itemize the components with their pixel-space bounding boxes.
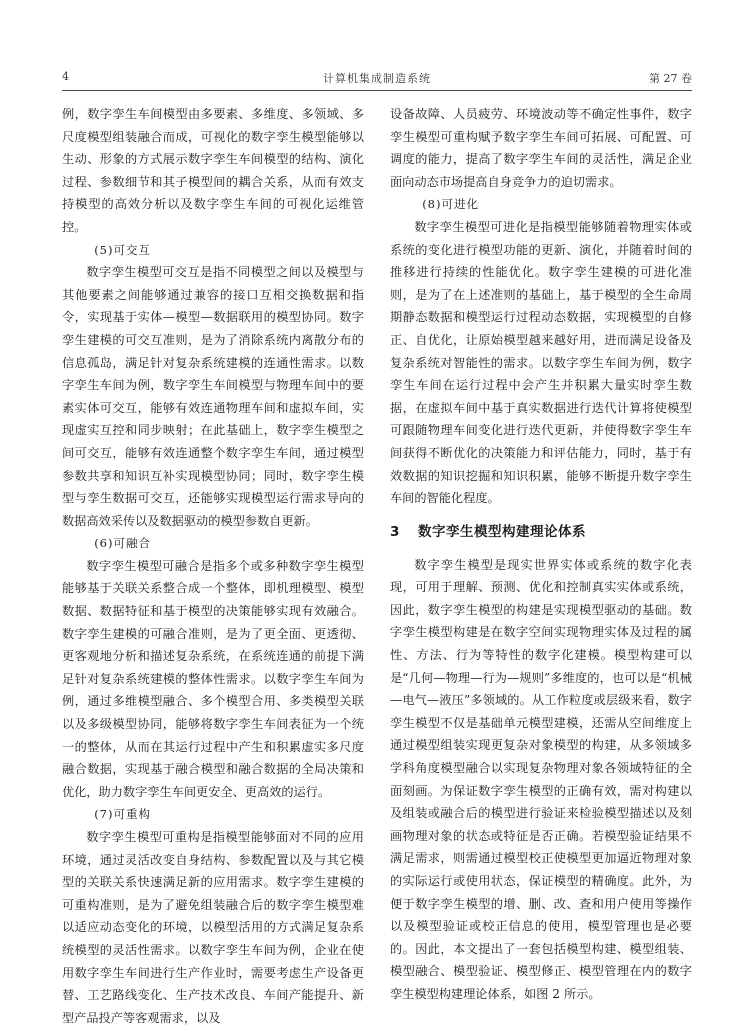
subheading-evolvable: (8)可进化	[422, 197, 479, 212]
section-heading	[390, 518, 692, 546]
section-title: 数字孪生模型构建理论体系	[418, 523, 586, 540]
paragraph: 数字孪生模型可融合是指多个或多种数字孪生模型能够基于关联关系整合成一个整体，即机理模型、模型数据、数据特征和基于模型的决策能够实现有效融合。数字孪生建模的可融合准则，是为了更全面、更透彻、更客观地分析和描述复杂系统，在系统连通的前提下满足针对复杂系统建模的整体性需求。以数字孪生车间为例，通过多维模型融合、多个模型合用、多类模型关联以及多级模型协同，能够将数字孪生车间表征为一个统一的整体，从而在其运行过程中产生和积累虚实多尺度融合数据，实现基于融合模型和融合数据的全局决策和优化，助力数字孪生车间更安全、更高效的运行。	[62, 558, 364, 799]
header-rule	[62, 90, 692, 91]
left-column	[62, 103, 364, 1029]
subheading-reconfigurable: (7)可重构	[94, 807, 151, 822]
paragraph: 数字孪生模型是现实世界实体或系统的数字化表现，可用于理解、预测、优化和控制真实实体或系统，因此，数字孪生模型的构建是实现模型驱动的基础。数字孪生模型构建是在数字空间实现物理实体及过程的属性、方法、行为等特性的数字化建模。模型构建可以是“几何—物理—行为—规则”多维度的，也可以是“机械—电气—液压”多领域的。从工作粒度或层级来看，数字孪生模型不仅是基础单元模型建模，还需从空间维度上通过模型组装实现更复杂对象模型的构建，从多领域多学科角度模型融合以实现复杂物理对象各领域特征的全面刻画。为保证数字孪生模型的正确有效，需对构建以及组装或融合后的模型进行验证来检验模型描述以及刻画物理对象的状态或特征是否正确。若模型验证结果不满足需求，则需通过模型校正使模型更加逼近物理对象的实际运行或使用状态，保证模型的精确度。此外，为便于数字孪生模型的增、删、改、查和用户使用等操作以及模型验证或校正信息的使用，模型管理也是必要的。因此，本文提出了一套包括模型构建、模型组装、模型融合、模型验证、模型修正、模型管理在内的数字孪生模型构建理论体系，如图 2 所示。	[390, 557, 692, 1001]
subheading-fusible: (6)可融合	[94, 536, 151, 551]
section-number: 3	[390, 523, 400, 540]
running-header	[62, 70, 692, 90]
paragraph: 数字孪生模型可交互是指不同模型之间以及模型与其他要素之间能够通过兼容的接口互相交换数据和指令，实现基于实体—模型—数据联用的模型协同。数字孪生建模的可交互准则，是为了消除系统内离散分布的信息孤岛，满足针对复杂系统建模的连通性需求。以数字孪生车间为例，数字孪生车间模型与物理车间中的要素实体可交互，能够有效连通物理车间和虚拟车间，实现虚实互控和同步映射；在此基础上，数字孪生模型之间可交互，能够有效连通整个数字孪生车间，通过模型参数共享和知识互补实现模型协同；同时，数字孪生模型与孪生数据可交互，还能够实现模型运行需求导向的数据高效采传以及数据驱动的模型参数自更新。	[62, 265, 364, 528]
subheading-interactive: (5)可交互	[94, 242, 151, 257]
paragraph: 例，数字孪生车间模型由多要素、多维度、多领域、多尺度模型组装融合而成，可视化的数字孪生模型能够以生动、形象的方式展示数字孪生车间模型的结构、演化过程、参数细节和其子模型间的耦合关系，从而有效支持模型的高效分析以及数字孪生车间的可视化运维管控。	[62, 107, 364, 234]
paragraph: 数字孪生模型可重构是指模型能够面对不同的应用环境，通过灵活改变自身结构、参数配置以及与其它模型的关联关系快速满足新的应用需求。数字孪生建模的可重构准则，是为了避免组装融合后的数字孪生模型难以适应动态变化的环境，以模型活用的方式满足复杂系统模型的灵活性需求。以数字孪生车间为例，企业在使用数字孪生车间进行生产作业时，需要考虑生产设备更替、工艺路线变化、生产技术改良、车间产能提升、新型产品投产等客观需求，以及	[62, 830, 364, 1025]
volume-label: 第 27 卷	[649, 72, 692, 85]
paragraph: 数字孪生模型可进化是指模型能够随着物理实体或系统的变化进行模型功能的更新、演化，并随着时间的推移进行持续的性能优化。数字孪生建模的可进化准则，是为了在上述准则的基础上，基于模型的全生命周期静态数据和模型运行过程动态数据，实现模型的自修正、自优化，让原始模型越来越好用，进而满足设备及复杂系统对智能性的需求。以数字孪生车间为例，数字孪生车间在运行过程中会产生并积累大量实时孪生数据，在虚拟车间中基于真实数据进行迭代计算将使模型可跟随物理车间变化进行迭代更新，并使得数字孪生车间获得不断优化的决策能力和评估能力，同时，基于有效数据的知识挖掘和知识积累，能够不断提升数字孪生车间的智能化程度。	[390, 219, 692, 506]
journal-name: 计算机集成制造系统	[323, 72, 431, 85]
paragraph: 设备故障、人员疲劳、环境波动等不确定性事件，数字孪生模型可重构赋予数字孪生车间可拓展、可配置、可调度的能力，提高了数字孪生车间的灵活性，满足企业面向动态市场提高自身竞争力的迫切需求。	[390, 107, 692, 189]
right-column	[390, 103, 692, 1006]
page-number: 4	[62, 70, 69, 83]
